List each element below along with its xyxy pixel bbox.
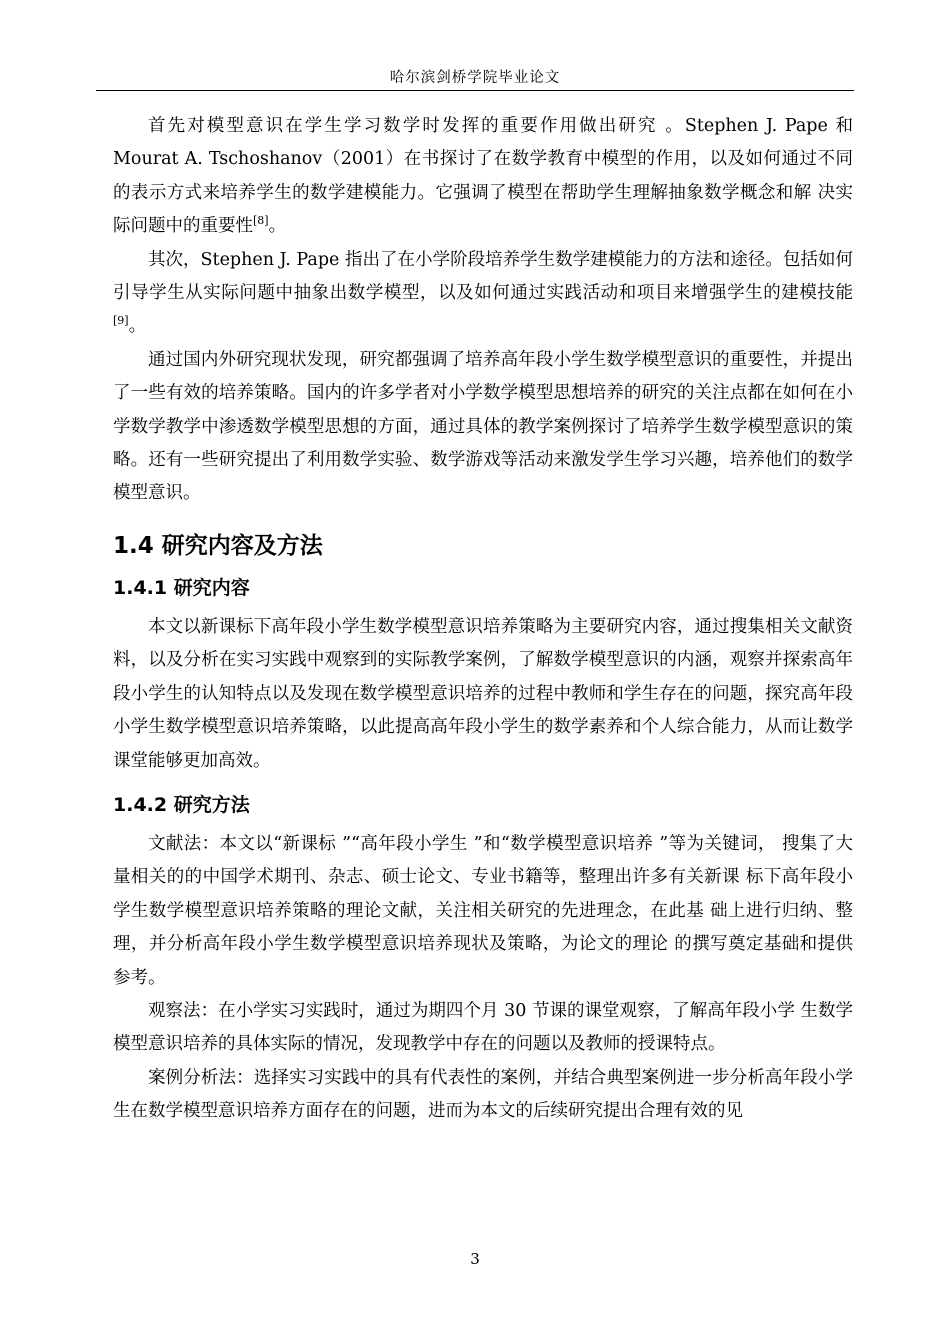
paragraph-text: 通过国内外研究现状发现，研究都强调了培养高年段小学生数学模型意识的重要性，并提出了一些有效的培养策略。国内的许多学者对小学数学模型思想培养的研究的关注点都在如何在小学数学教学中渗透数学模型思想的方面，通过具体的教学案例探讨了培养学生数学模型意识的策略。还有一些研究提出了利用数学实验、数学游戏等活动来激发学生学习兴趣，培养他们的数学模型意识。 <box>113 349 853 504</box>
paragraph-tail: 。 <box>268 216 287 237</box>
paragraph-pape-methods <box>113 244 853 344</box>
paragraph-text: 文献法：本文以“新课标 ”“高年段小学生 ”和“数学模型意识培养 ”等为关键词， 搜集了大量相关的的中国学术期刊、杂志、硕士论文、专业书籍等，整理出许多有关新课 标下高年段小学生数学模型意识培养策略的理论文献，关注相关研究的先进理念，在此基 础上进行归纳、整理，并分析高年段小学生数学模型意识培养现状及策略，为论文的理论 的撰写奠定基础和提供参考。 <box>113 833 853 988</box>
subsection-heading-1-4-1: 1.4.1 研究内容 <box>113 576 250 599</box>
section-heading-1-4: 1.4 研究内容及方法 <box>113 532 323 559</box>
page-number: 3 <box>470 1250 480 1268</box>
paragraph-literature-method <box>113 828 853 995</box>
paragraph-text: 首先对模型意识在学生学习数学时发挥的重要作用做出研究 。Stephen J. Pape 和 Mourat A. Tschoshanov（2001）在书探讨了在数学教育中模型的作用，以及如何通过不同 的表示方式来培养学生的数学建模能力。它强调了模型在帮助学生理解抽象数学概念和解 决实际问题中的重要性 <box>113 116 853 237</box>
paragraph-tail: 。 <box>128 316 147 337</box>
document-body <box>113 110 853 1129</box>
citation-ref-9: [9] <box>113 314 129 328</box>
subsection-heading-1-4-2: 1.4.2 研究方法 <box>113 793 250 816</box>
paragraph-text: 案例分析法：选择实习实践中的具有代表性的案例，并结合典型案例进一步分析高年段小学生在数学模型意识培养方面存在的问题，进而为本文的后续研究提出合理有效的见 <box>113 1067 853 1122</box>
citation-ref-8: [8] <box>253 214 269 228</box>
paragraph-research-status <box>113 344 853 511</box>
paragraph-research-content <box>113 611 853 778</box>
paragraph-text: 本文以新课标下高年段小学生数学模型意识培养策略为主要研究内容，通过搜集相关文献资料，以及分析在实习实践中观察到的实际教学案例，了解数学模型意识的内涵，观察并探索高年段小学生的认知特点以及发现在数学模型意识培养的过程中教师和学生存在的问题，探究高年段小学生数学模型意识培养策略，以此提高高年段小学生的数学素养和个人综合能力，从而让数学课堂能够更加高效。 <box>113 616 853 771</box>
paragraph-model-role <box>113 110 853 244</box>
paragraph-text: 其次，Stephen J. Pape 指出了在小学阶段培养学生数学建模能力的方法和途径。包括如何引导学生从实际问题中抽象出数学模型，以及如何通过实践活动和项目来增强学生的建模技能 <box>113 249 853 304</box>
page-header-title: 哈尔滨剑桥学院毕业论文 <box>389 70 561 86</box>
paragraph-case-analysis-method <box>113 1062 853 1129</box>
header-divider-line <box>96 90 854 91</box>
paragraph-text: 观察法：在小学实习实践时，通过为期四个月 30 节课的课堂观察，了解高年段小学 生数学模型意识培养的具体实际的情况，发现教学中存在的问题以及教师的授课特点。 <box>113 1000 853 1055</box>
paragraph-observation-method <box>113 995 853 1062</box>
